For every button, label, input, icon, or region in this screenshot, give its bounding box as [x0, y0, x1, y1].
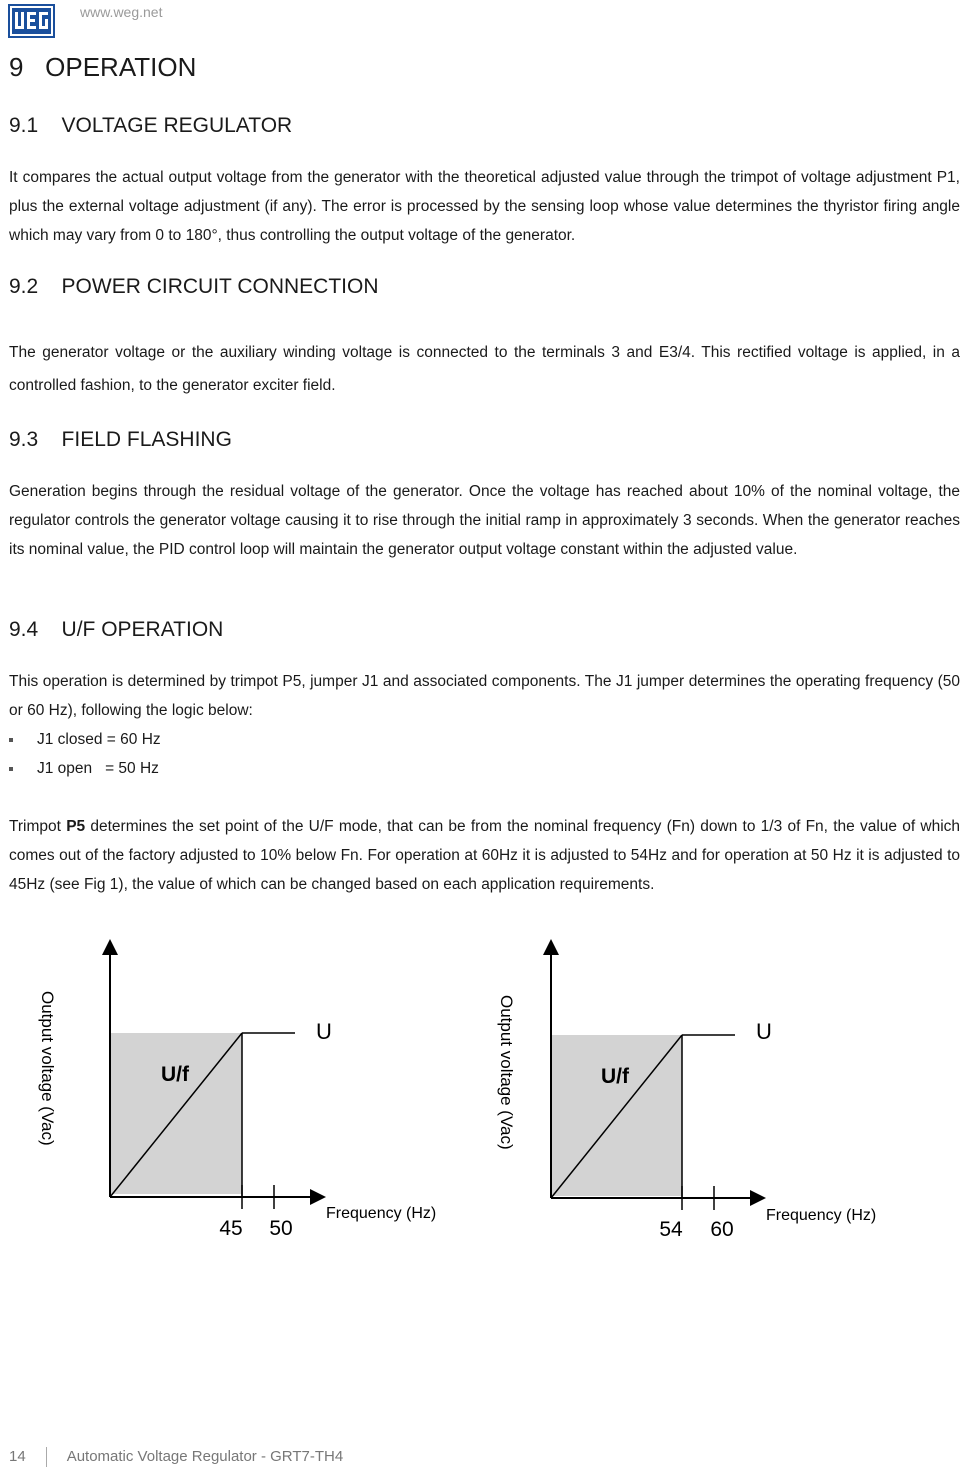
bullet-text: J1 closed = 60 Hz [37, 731, 161, 748]
section-heading-power-circuit [9, 275, 379, 299]
section-heading-voltage-regulator [9, 114, 292, 138]
section-number: 9.3 [9, 428, 39, 451]
uf-chart-60hz [460, 935, 940, 1255]
x-tick-label: 60 [710, 1218, 734, 1241]
text: determines the set point of the U/F mode, that can be from the nominal frequency (Fn) down to 1/3 of Fn, the value of which comes out of the factory adjusted to 10% below Fn. For operation at 60Hz it is adjusted to 54Hz and for operation at 50 Hz it is adjusted to 45Hz (see Fig 1), the value of which can be changed based on each application requirements. [9, 818, 960, 893]
section-title: POWER CIRCUIT CONNECTION [61, 275, 379, 298]
x-tick-label: 45 [219, 1217, 243, 1240]
uf-operation-paragraph: This operation is determined by trimpot P5, jumper J1 and associated components. The J1 jumper determines the operating frequency (50 or 60 Hz), following the logic below: [9, 673, 960, 719]
chapter-heading [9, 52, 196, 83]
list-item [9, 725, 161, 754]
uf-region-label: U/f [601, 1065, 629, 1088]
bold-term: P5 [66, 818, 86, 835]
flat-voltage-label: U [316, 1019, 332, 1044]
section-heading-field-flashing [9, 428, 232, 452]
y-axis-label: Output voltage (Vac) [38, 991, 57, 1146]
section-number: 9.1 [9, 114, 39, 137]
site-url[interactable]: www.weg.net [80, 4, 163, 20]
flat-voltage-label: U [756, 1019, 772, 1044]
bullet-icon [9, 738, 13, 742]
text: Trimpot [9, 818, 67, 835]
uf-region-label: U/f [161, 1063, 189, 1086]
field-flashing-paragraph: Generation begins through the residual voltage of the generator. Once the voltage has reached about 10% of the nominal voltage, the regulator controls the generator voltage causing it to rise through the initial ramp in approximately 3 seconds. When the generator reaches its nominal value, the PID control loop will maintain the generator output voltage constant within the adjusted value. [9, 483, 960, 558]
page-footer [9, 1447, 343, 1467]
section-title: VOLTAGE REGULATOR [61, 114, 293, 137]
x-tick-label: 54 [659, 1218, 683, 1241]
document-title: Automatic Voltage Regulator - GRT7-TH4 [66, 1447, 344, 1465]
x-tick-label: 50 [269, 1217, 293, 1240]
weg-logo [8, 4, 55, 38]
section-number: 9.2 [9, 275, 39, 298]
y-axis-label: Output voltage (Vac) [497, 995, 516, 1150]
bullet-text: J1 open = 50 Hz [37, 760, 159, 777]
chapter-title: OPERATION [45, 52, 197, 82]
x-axis-label: Frequency (Hz) [326, 1205, 437, 1222]
power-circuit-paragraph: The generator voltage or the auxiliary winding voltage is connected to the terminals 3 and E3/4. This rectified voltage is applied, in a controlled fashion, to the generator exciter field. [9, 344, 960, 394]
section-heading-uf-operation [9, 618, 223, 642]
voltage-regulator-paragraph: It compares the actual output voltage from the generator with the theoretical adjusted value through the trimpot of voltage adjustment P1, plus the external voltage adjustment (if any). The error is processed by the sensing loop whose value determines the thyristor firing angle which may vary from 0 to 180°, thus controlling the output voltage of the generator. [9, 169, 960, 244]
section-title: FIELD FLASHING [61, 428, 232, 451]
section-number: 9.4 [9, 618, 39, 641]
section-title: U/F OPERATION [61, 618, 224, 641]
uf-chart-50hz [0, 935, 480, 1255]
footer-divider [46, 1447, 47, 1467]
list-item [9, 754, 159, 783]
x-axis-label: Frequency (Hz) [766, 1207, 877, 1224]
chapter-number: 9 [9, 52, 24, 82]
bullet-icon [9, 767, 13, 771]
page-number: 14 [9, 1447, 26, 1465]
trimpot-paragraph [9, 812, 960, 899]
